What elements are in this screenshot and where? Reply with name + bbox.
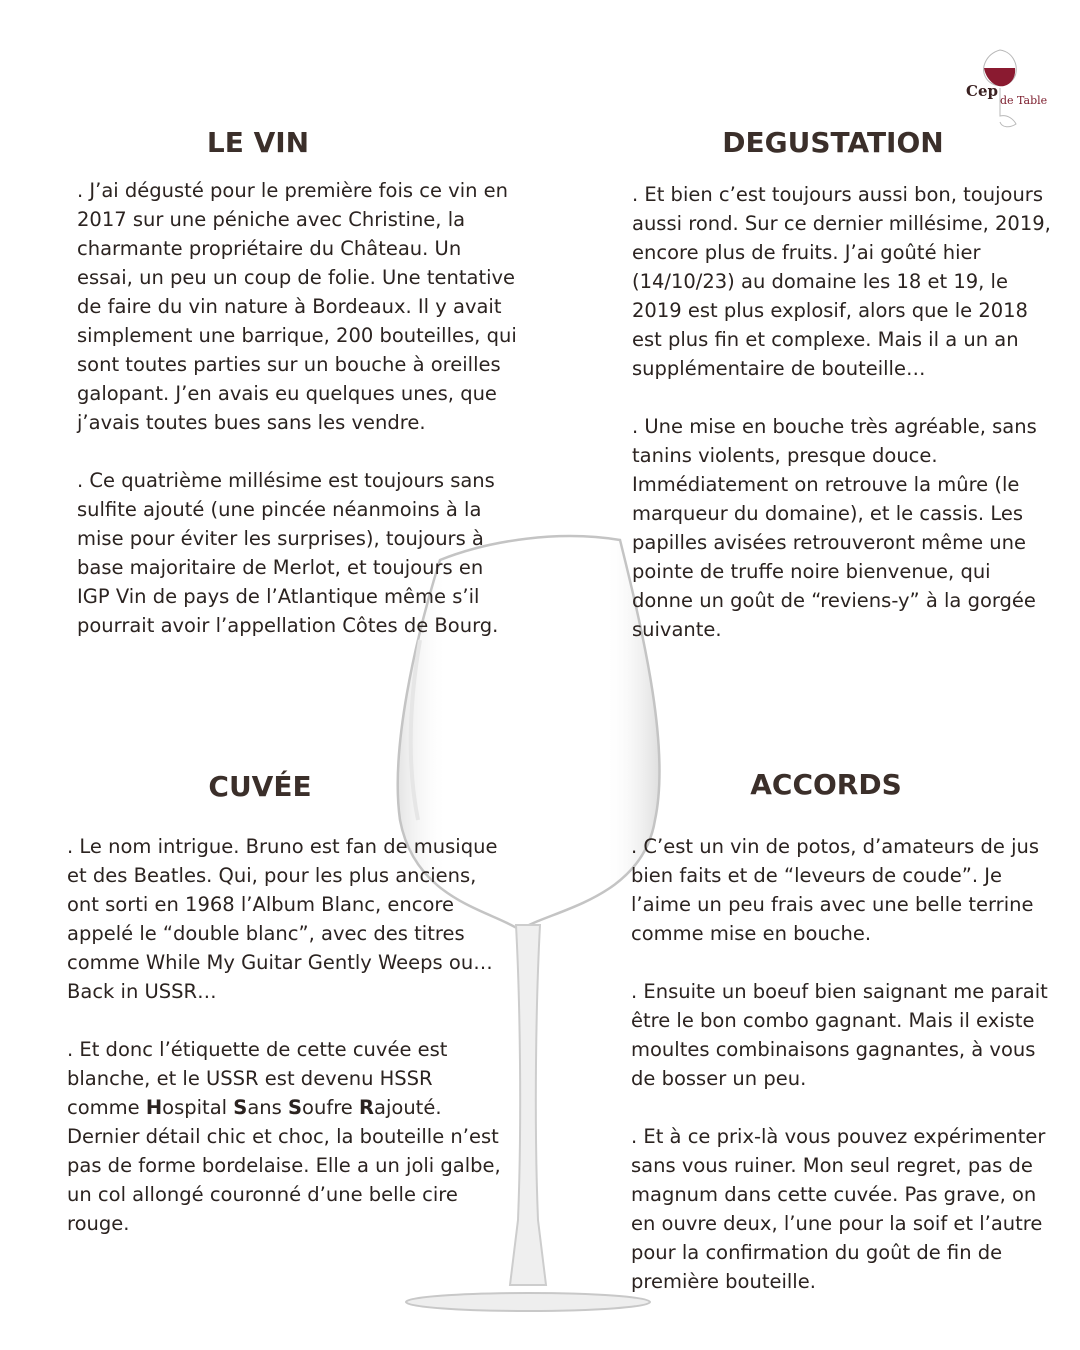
acronym-letter: S bbox=[233, 1096, 248, 1119]
section-body-cuvee bbox=[67, 832, 507, 1238]
paragraph: . Et à ce prix-là vous pouvez expérimenter sans vous ruiner. Mon seul regret, pas de magnum dans cette cuvée. Pas grave, on en ouvre deux, l’une pour la soif et l’autre pour la confirmation du goût de fin de première bouteille. bbox=[631, 1125, 1046, 1293]
paragraph: . C’est un vin de potos, d’amateurs de jus bien faits et de “leveurs de coude”. Je l’aime un peu frais avec une belle terrine comme mise en bouche. bbox=[631, 835, 1040, 945]
text: . Et donc l’étiquette de cette cuvée est blanche, et le USSR est devenu HSSR comme bbox=[67, 1038, 448, 1119]
text: oufre bbox=[302, 1096, 359, 1119]
text: Dernier détail chic et choc, la bouteille n’est pas de forme bordelaise. Elle a un joli galbe, un col allongé couronné d’une belle cire rouge. bbox=[67, 1125, 501, 1235]
acronym-letter: S bbox=[288, 1096, 303, 1119]
section-title-accords: ACCORDS bbox=[750, 768, 902, 801]
section-title-cuvee: CUVÉE bbox=[208, 770, 312, 803]
section-title-le-vin: LE VIN bbox=[206, 126, 310, 159]
glass-stem bbox=[510, 925, 546, 1285]
section-body-degustation bbox=[632, 180, 1052, 644]
paragraph-hssr bbox=[67, 1035, 507, 1238]
section-title-degustation: DEGUSTATION bbox=[722, 126, 944, 159]
paragraph: . Le nom intrigue. Bruno est fan de musique et des Beatles. Qui, pour les plus anciens, ont sorti en 1968 l’Album Blanc, encore appelé le “double blanc”, avec des titres comme While My Guitar Gently Weeps ou… Back in USSR… bbox=[67, 835, 498, 1003]
acronym-letter: R bbox=[359, 1096, 375, 1119]
paragraph: . Ce quatrième millésime est toujours sans sulfite ajouté (une pincée néanmoins à la mise pour éviter les surprises), toujours à base majoritaire de Merlot, et toujours en IGP Vin de pays de l’Atlantique même s’il pourrait avoir l’appellation Côtes de Bourg. bbox=[77, 469, 499, 637]
glass-base bbox=[406, 1293, 650, 1311]
paragraph: . Ensuite un boeuf bien saignant me parait être le bon combo gagnant. Mais il existe moultes combinaisons gagnantes, à vous de bosser un peu. bbox=[631, 980, 1048, 1090]
logo bbox=[958, 44, 1068, 130]
text: ospital bbox=[162, 1096, 234, 1119]
section-body-le-vin bbox=[77, 176, 517, 640]
logo-text-cep: Cep bbox=[966, 82, 998, 100]
acronym-letter: H bbox=[145, 1096, 163, 1119]
text: ans bbox=[247, 1096, 288, 1119]
paragraph: . J’ai dégusté pour le première fois ce vin en 2017 sur une péniche avec Christine, la charmante propriétaire du Château. Un essai, un peu un coup de folie. Une tentative de faire du vin nature à Bordeaux. Il y avait simplement une barrique, 200 bouteilles, qui sont toutes parties sur un bouche à oreilles galopant. J’en avais eu quelques unes, que j’avais toutes bues sans les vendre. bbox=[77, 179, 517, 434]
section-body-accords bbox=[631, 832, 1051, 1296]
paragraph: . Et bien c’est toujours aussi bon, toujours aussi rond. Sur ce dernier millésime, 2019, encore plus de fruits. J’ai goûté hier (14/10/23) au domaine les 18 et 19, le 2019 est plus explosif, alors que le 2018 est plus fin et complexe. Mais il a un an supplémentaire de bouteille… bbox=[632, 183, 1051, 380]
logo-text-de-table: de Table bbox=[1000, 94, 1048, 107]
text: ajouté. bbox=[374, 1096, 442, 1119]
paragraph: . Une mise en bouche très agréable, sans tanins violents, presque douce. Immédiatement on retrouve la mûre (le marqueur du domaine), et le cassis. Les papilles avisées retrouveront même une pointe de truffe noire bienvenue, qui donne un goût de “reviens-y” à la gorgée suivante. bbox=[632, 415, 1037, 641]
